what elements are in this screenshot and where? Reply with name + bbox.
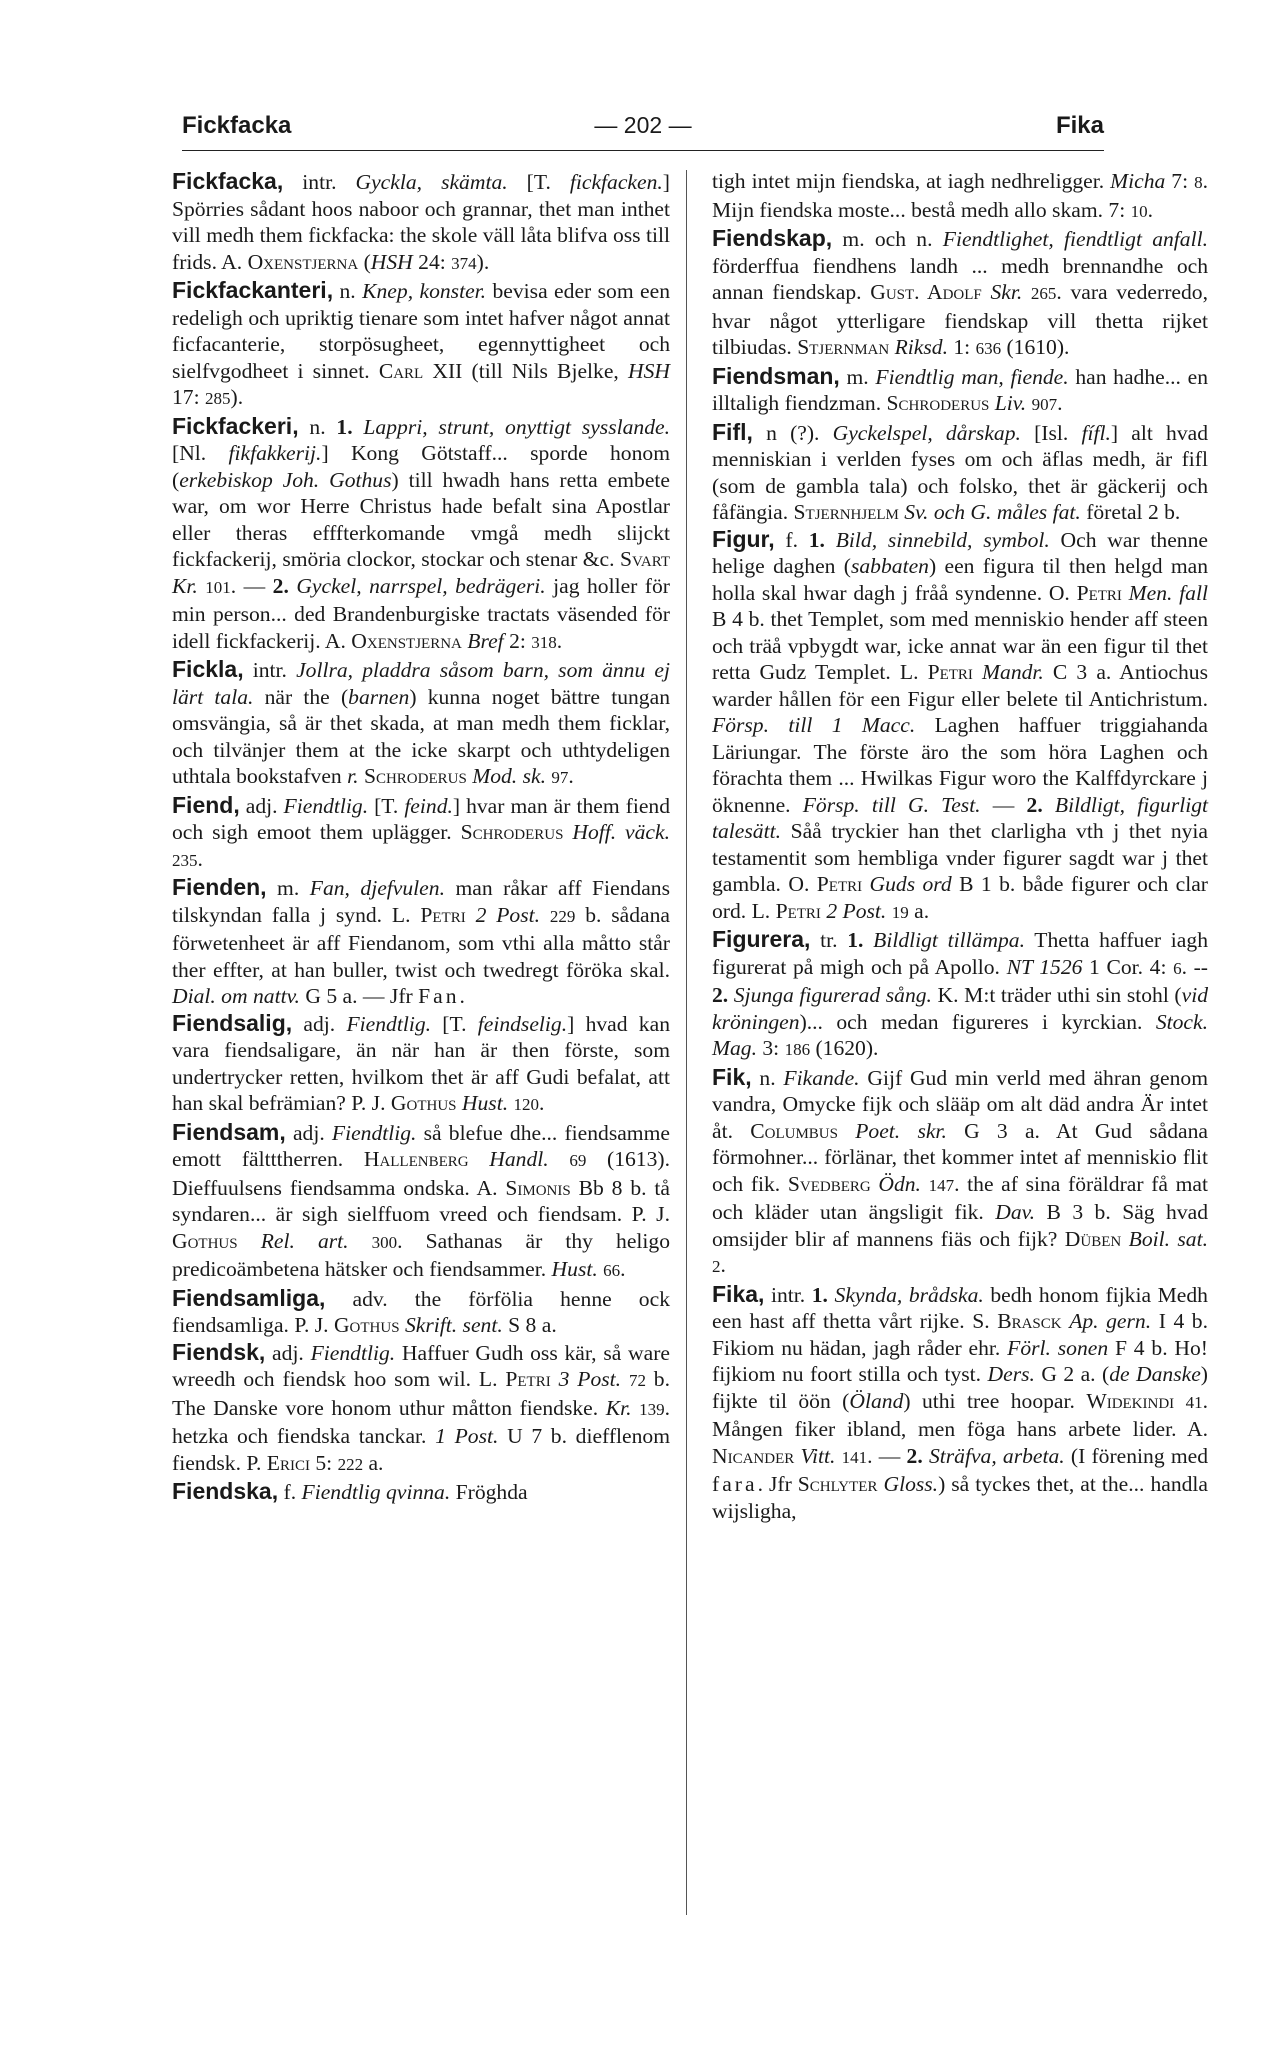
dictionary-entry — [172, 1119, 670, 1285]
entry-definition: n (?). Gyckelspel, dårskap. [Isl. fífl.] alt hvad menniskian i verlden fyses om och äflas medh, är fifl (som de gambla tala) och folsko, thet är gäckerij och fåfängia. Stjernhjelm Sv. och G. måles fat. företal 2 b. — [712, 420, 1208, 524]
dictionary-entry — [712, 1064, 1208, 1281]
dictionary-entry — [172, 1478, 670, 1506]
entry-headword: Fienden, — [172, 874, 267, 900]
entry-headword: Fickfackanteri, — [172, 277, 334, 303]
entry-definition: adj. Fiendtlig. [T. feind.] hvar man är them fiend och sigh emoot them uplägger. Schroderus Hoff. väck. 235. — [172, 793, 670, 871]
entry-headword: Fiendsalig, — [172, 1009, 293, 1036]
entry-definition: n. Knep, konster. bevisa eder som een redeligh och upriktig tienare som intet hafver något annat ficfacanterie, storpösugheet, egennyttigheet och sielfvgodheet i sinnet. Carl XII (till Nils Bjelke, HSH 17: 285). — [172, 279, 670, 409]
entry-headword: Fickfackeri, — [172, 412, 299, 439]
entry-definition: adv. the förfölia henne ock fiendsamliga. P. J. Gothus Skrift. sent. S 8 a. — [172, 1286, 670, 1337]
entry-definition: m. och n. Fiendtlighet, fiendtligt anfall. förderffua fiendhens landh ... medh brennandhe och annan fiendskap. Gust. Adolf Skr. 265. vara vederredo, hvar något ytterligare fiendskap vill thetta rijket tilbiudas. Stjernman Riksd. 1: 636 (1610). — [712, 227, 1209, 359]
dictionary-entry — [172, 1339, 670, 1479]
dictionary-entry — [172, 168, 670, 277]
dictionary-entry — [172, 277, 670, 413]
left-column — [172, 168, 670, 1506]
entry-definition: tigh intet mijn fiendska, at iagh nedhreligger. Micha 7: 8. Mijn fiendska moste... bestå medh allo skam. 7: 10. — [712, 169, 1208, 222]
entry-definition: intr. Gyckla, skämta. [T. fickfacken.] Spörries sådant hoos naboor och grannar, thet man inthet vill medh them fickfacka: the skole väll låta blifva oss till frids. A. Oxenstjerna (HSH 24: 374). — [172, 170, 670, 274]
column-separator — [686, 170, 687, 1915]
entry-definition: f. Fiendtlig qvinna. Fröghda — [278, 1480, 528, 1504]
entry-definition: adj. Fiendtlig. så blefue dhe... fiendsamme emott fältttherren. Hallenberg Handl. 69 (1613). Dieffuulsens fiendsamma ondska. A. Simonis Bb 8 b. tå syndaren... är sigh sielffuom vreed och fiendsam. P. J. Gothus Rel. art. 300. Sathanas är thy heligo predicoämbetena hätsker och fiendsammer. Hust. 66. — [172, 1120, 670, 1281]
right-column — [712, 168, 1208, 1524]
header-rule — [182, 150, 1104, 151]
entry-definition: intr. 1. Skynda, brådska. bedh honom fijkia Medh een hast aff thetta vårt rijke. S. Brasck Ap. gern. I 4 b. Fikiom nu hädan, jagh råder ehr. Förl. sonen F 4 b. Ho! fijkiom nu foort stilla och tyst. Ders. G 2 a. (de Danske) fijkte til öön (Öland) uthi tree hoopar. Widekindi 41. Mången fiker ibland, men föga hans arbete lider. A. Nicander Vitt. 141. — 2. Sträfva, arbeta. (I förening med fara. Jfr Schlyter Gloss.) så tyckes thet, at the... handla wijsligha, — [712, 1282, 1208, 1523]
entry-headword: Fiendsamliga, — [172, 1284, 326, 1311]
entry-headword: Fik, — [712, 1063, 752, 1090]
running-header — [182, 112, 1104, 146]
dictionary-entry — [712, 363, 1208, 419]
entry-headword: Fiend, — [172, 791, 240, 818]
dictionary-entry — [712, 225, 1208, 363]
dictionary-entry — [712, 419, 1208, 526]
dictionary-entry — [172, 874, 670, 1010]
entry-headword: Fiendsam, — [172, 1118, 286, 1145]
entry-definition: adj. Fiendtlig. [T. feindselig.] hvad kan vara fiendsaligare, än när han är then förste, som undertrycker retten, hvilkom thet är aff Gudi befalat, att han skal befrämian? P. J. Gothus Hust. 120. — [172, 1011, 670, 1115]
entry-definition: m. Fan, djefvulen. man råkar aff Fiendans tilskyndan falla j synd. L. Petri 2 Post. 229 b. sådana förwetenheet är aff Fiendanom, som vthi alla måtto står ther effter, at han buller, twist och twedregt föröka skal. Dial. om nattv. G 5 a. — Jfr Fan. — [172, 876, 671, 1008]
entry-headword: Fifl, — [712, 418, 753, 445]
dictionary-entry — [172, 1285, 670, 1339]
entry-definition: tr. 1. Bildligt tillämpa. Thetta haffuer iagh figurerat på migh och på Apollo. NT 1526 1 Cor. 4: 6. -- 2. Sjunga figurerad sång. K. M:t träder uthi sin stohl (vid kröningen)... och medan figureres i kyrckian. Stock. Mag. 3: 186 (1620). — [712, 928, 1208, 1060]
entry-headword: Fiendska, — [172, 1478, 279, 1504]
dictionary-entry — [172, 413, 670, 657]
header-left-guideword: Fickfacka — [182, 112, 292, 139]
dictionary-entry — [172, 792, 670, 875]
dictionary-entry — [712, 926, 1208, 1064]
dictionary-entry — [172, 656, 670, 792]
dictionary-entry — [712, 526, 1208, 927]
dictionary-entry — [172, 1010, 670, 1119]
entry-headword: Fika, — [712, 1280, 765, 1307]
entry-definition: n. 1. Lappri, strunt, onyttigt sysslande. [Nl. fikfakkerij.] Kong Götstaff... sporde honom (erkebiskop Joh. Gothus) till hwadh hans retta embete war, om wor Herre Christus hade befalt sina Apostlar eller theras efffterkomande vmgå medh slijckt fickfackerij, smöria clockor, stockar och stenar &c. Svart Kr. 101. — 2. Gyckel, narrspel, bedrägeri. jag holler för min person... ded Brandenburgiske tractats väsended för idell fickfackerij. A. Oxenstjerna Bref 2: 318. — [172, 414, 671, 653]
page-number: — 202 — — [594, 112, 692, 138]
entry-headword: Figur, — [712, 525, 775, 552]
entry-definition: intr. Jollra, pladdra såsom barn, som ännu ej lärt tala. när the (barnen) kunna noget bättre tungan omsvängia, så är thet skada, at man medh them ficklar, och tilvänjer them at the icke skarpt och uthtydeligen uthtala bookstafven r. Schroderus Mod. sk. 97. — [172, 658, 670, 788]
entry-definition: adj. Fiendtlig. Haffuer Gudh oss kär, så ware wreedh och fiendsk hoo som wil. L. Petri 3 Post. 72 b. The Danske vore honom uthur måtton fiendske. Kr. 139. hetzka och fiendska tanckar. 1 Post. U 7 b. diefflenom fiendsk. P. Erici 5: 222 a. — [172, 1340, 671, 1475]
entry-headword: Fiendsk, — [172, 1338, 266, 1365]
entry-headword: Fickla, — [172, 656, 244, 682]
entry-headword: Fiendskap, — [712, 225, 833, 251]
entry-headword: Fiendsman, — [712, 362, 840, 389]
entry-definition: n. Fikande. Gijf Gud min verld med ähran genom vandra, Omycke fijk och slääp om alt däd andra Är intet åt. Columbus Poet. skr. G 3 a. At Gud sådana förmohner... förlänar, thet kommer intet af menniskio flit och fik. Svedberg Ödn. 147. the af sina föräldrar få mat och kläder utan ängsligit fik. Dav. B 3 b. Säg hvad omsijder blir af mannens fiäs och fijk? Düben Boil. sat. 2. — [712, 1065, 1209, 1277]
header-right-guideword: Fika — [1055, 112, 1104, 139]
entry-definition: f. 1. Bild, sinnebild, symbol. Och war thenne helige daghen (sabbaten) een figura til then helgd man holla skal hwar dagh j fråå syndenne. O. Petri Men. fall B 4 b. thet Templet, som med menniskio hender aff steen och träå vpbygdt war, icke annat war än een figur til thet retta Gudz Templet. L. Petri Mandr. C 3 a. Antiochus warder hållen för een Figur eller belete til Antichristum. Försp. till 1 Macc. Laghen haffuer triggiahanda Läriungar. The förste äro the som höra Laghen och förachta them ... Hwilkas Figur woro the Kalffdyrckare j öknenne. Försp. till G. Test. — 2. Bildligt, figurligt talesätt. Såå tryckier han thet clarligha vth j thet nyia testamentit som hembliga vnder figurer sagdt war j thet gambla. O. Petri Guds ord B 1 b. både figurer och clar ord. L. Petri 2 Post. 19 a. — [712, 527, 1209, 923]
dictionary-entry — [712, 1281, 1208, 1525]
entry-headword: Figurera, — [712, 926, 811, 952]
dictionary-entry — [712, 168, 1208, 225]
entry-definition: m. Fiendtlig man, fiende. han hadhe... en illtaligh fiendzman. Schroderus Liv. 907. — [712, 364, 1208, 415]
entry-headword: Fickfacka, — [172, 168, 284, 194]
